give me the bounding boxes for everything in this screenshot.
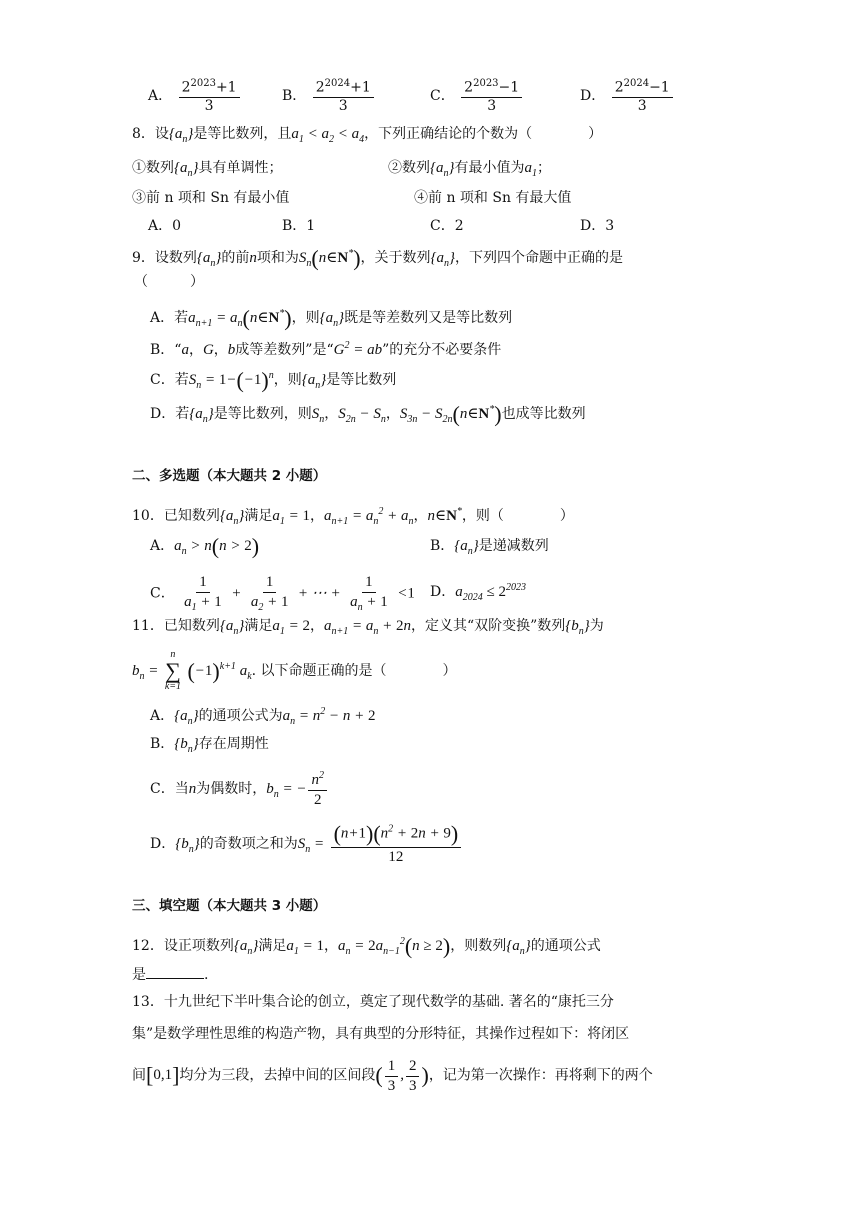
fraction: $\frac{2^{2024}-1}{3}$ — [612, 78, 673, 114]
q11-stem: 11．已知数列$\{a_n\}$满足$a_1 = 2$，$a_{n+1} = a_n + 2n$，定义其“双阶变换”数列$\{b_n\}$为 — [132, 618, 604, 637]
q10-stem: 10．已知数列$\{a_n\}$满足$a_1 = 1$，$a_{n+1} = a_n^2 + a_n$，n∈N*，则（ ） — [132, 506, 574, 527]
q13-line-3: 间[0,1]均分为三段，去掉中间的区间段( $\frac{1}{3}$ , $\frac{2}{3}$ )，记为第一次操作：再将剩下的两个 — [132, 1058, 653, 1094]
fraction: $\frac{2^{2024}+1}{3}$ — [313, 78, 374, 114]
q12-answer-line: 是 . — [132, 964, 208, 985]
fraction: $\frac{2^{2023}-1}{3}$ — [461, 78, 522, 114]
q9-option-a: A．若$a_{n+1}$ = $a_n(n\in N^*)$，则$\{a_n\}$既是等差数列又是等比数列 — [150, 305, 513, 331]
q8-option-b: B．1 — [282, 218, 316, 234]
answer-blank[interactable] — [146, 964, 204, 979]
q7-option-b: B． $\frac{2^{2024}+1}{3}$ — [282, 78, 376, 114]
q8-stem: 8．设$\{a_n\}$是等比数列，且$a_1 < a_2 < a_4$，下列正确结论的个数为（ ） — [132, 126, 603, 145]
q10-option-b: B．$\{a_n\}$是递减数列 — [430, 538, 549, 557]
q13-line-2: 集”是数学理性思维的构造产物，具有典型的分形特征，其操作过程如下：将闭区 — [132, 1026, 630, 1042]
q11-option-a: A．$\{a_n\}$的通项公式为$a_n = n^2 - n + 2$ — [150, 706, 376, 727]
q8-statement-1: ①数列$\{a_n\}$具有单调性； — [132, 160, 283, 179]
q9-paren: （ ） — [134, 274, 204, 290]
q7-option-c: C． $\frac{2^{2023}-1}{3}$ — [430, 78, 524, 114]
q7-option-d: D． $\frac{2^{2024}-1}{3}$ — [580, 78, 675, 114]
section-title-multiple-choice: 二、多选题（本大题共 2 小题） — [132, 468, 327, 484]
q9-option-d: D．若$\{a_n\}$是等比数列，则$S_n$，$S_{2n} - S_n$，$S_{3n}$ − $S_{2n}(n\in N^*)$也成等比数列 — [150, 401, 586, 427]
q13-line-1: 13．十九世纪下半叶集合论的创立，奠定了现代数学的基础. 著名的“康托三分 — [132, 994, 614, 1010]
q11-option-b: B．$\{b_n\}$存在周期性 — [150, 736, 269, 755]
q12-stem: 12．设正项数列$\{a_n\}$满足$a_1 = 1$，$a_n = 2a_{n-1}^2(n \ge 2)$，则数列$\{a_n\}$的通项公式 — [132, 933, 601, 959]
q8-option-d: D．3 — [580, 218, 615, 234]
q9-stem: 9．设数列$\{a_n\}$的前n项和为$S_n(n\in N^*)$，关于数列$\{a_n\}$，下列四个命题中正确的是 — [132, 245, 624, 271]
q11-definition: $b_n$ = n ∑ k=1 $(-1)^{k+1}$ $a_k$. 以下命题正确的是（ ） — [132, 649, 457, 692]
q11-option-c: C．当n为偶数时，$b_n$ = − $\frac{n^2}{2}$ — [150, 770, 329, 808]
q8-option-c: C．2 — [430, 218, 464, 234]
q10-option-d: D．$a_{2024} \le 2^{2023}$ — [430, 582, 526, 603]
fraction: $\frac{2^{2023}+1}{3}$ — [179, 78, 240, 114]
q10-option-a: A．$a_n > n(n > 2)$ — [150, 533, 260, 559]
q8-statement-4: ④前 n 项和 Sn 有最大值 — [414, 190, 572, 206]
q8-statement-2: ②数列$\{a_n\}$有最小值为$a_1$； — [388, 160, 551, 179]
q8-option-a: A．0 — [148, 218, 182, 234]
q8-statement-3: ③前 n 项和 Sn 有最小值 — [132, 190, 290, 206]
section-title-fill-in: 三、填空题（本大题共 3 小题） — [132, 898, 327, 914]
q9-option-b: B．“a，G，b成等差数列”是“$G^2$ = ab”的充分不必要条件 — [150, 340, 502, 358]
q9-option-c: C．若$S_n = 1-(-1)^n$，则$\{a_n\}$是等比数列 — [150, 367, 397, 393]
q10-option-c: C． $\frac{1}{a_1 + 1}$ + $\frac{1}{a_2 + 1}$ + ⋯ + $\frac{1}{a_n + 1}$ <1 — [150, 574, 415, 613]
q11-option-d: D．$\{b_n\}$的奇数项之和为$S_n$ = $\frac{(n+1)(n^2 + 2n + 9)}{12}$ — [150, 822, 463, 866]
q7-option-a: A． $\frac{2^{2023}+1}{3}$ — [148, 78, 242, 114]
